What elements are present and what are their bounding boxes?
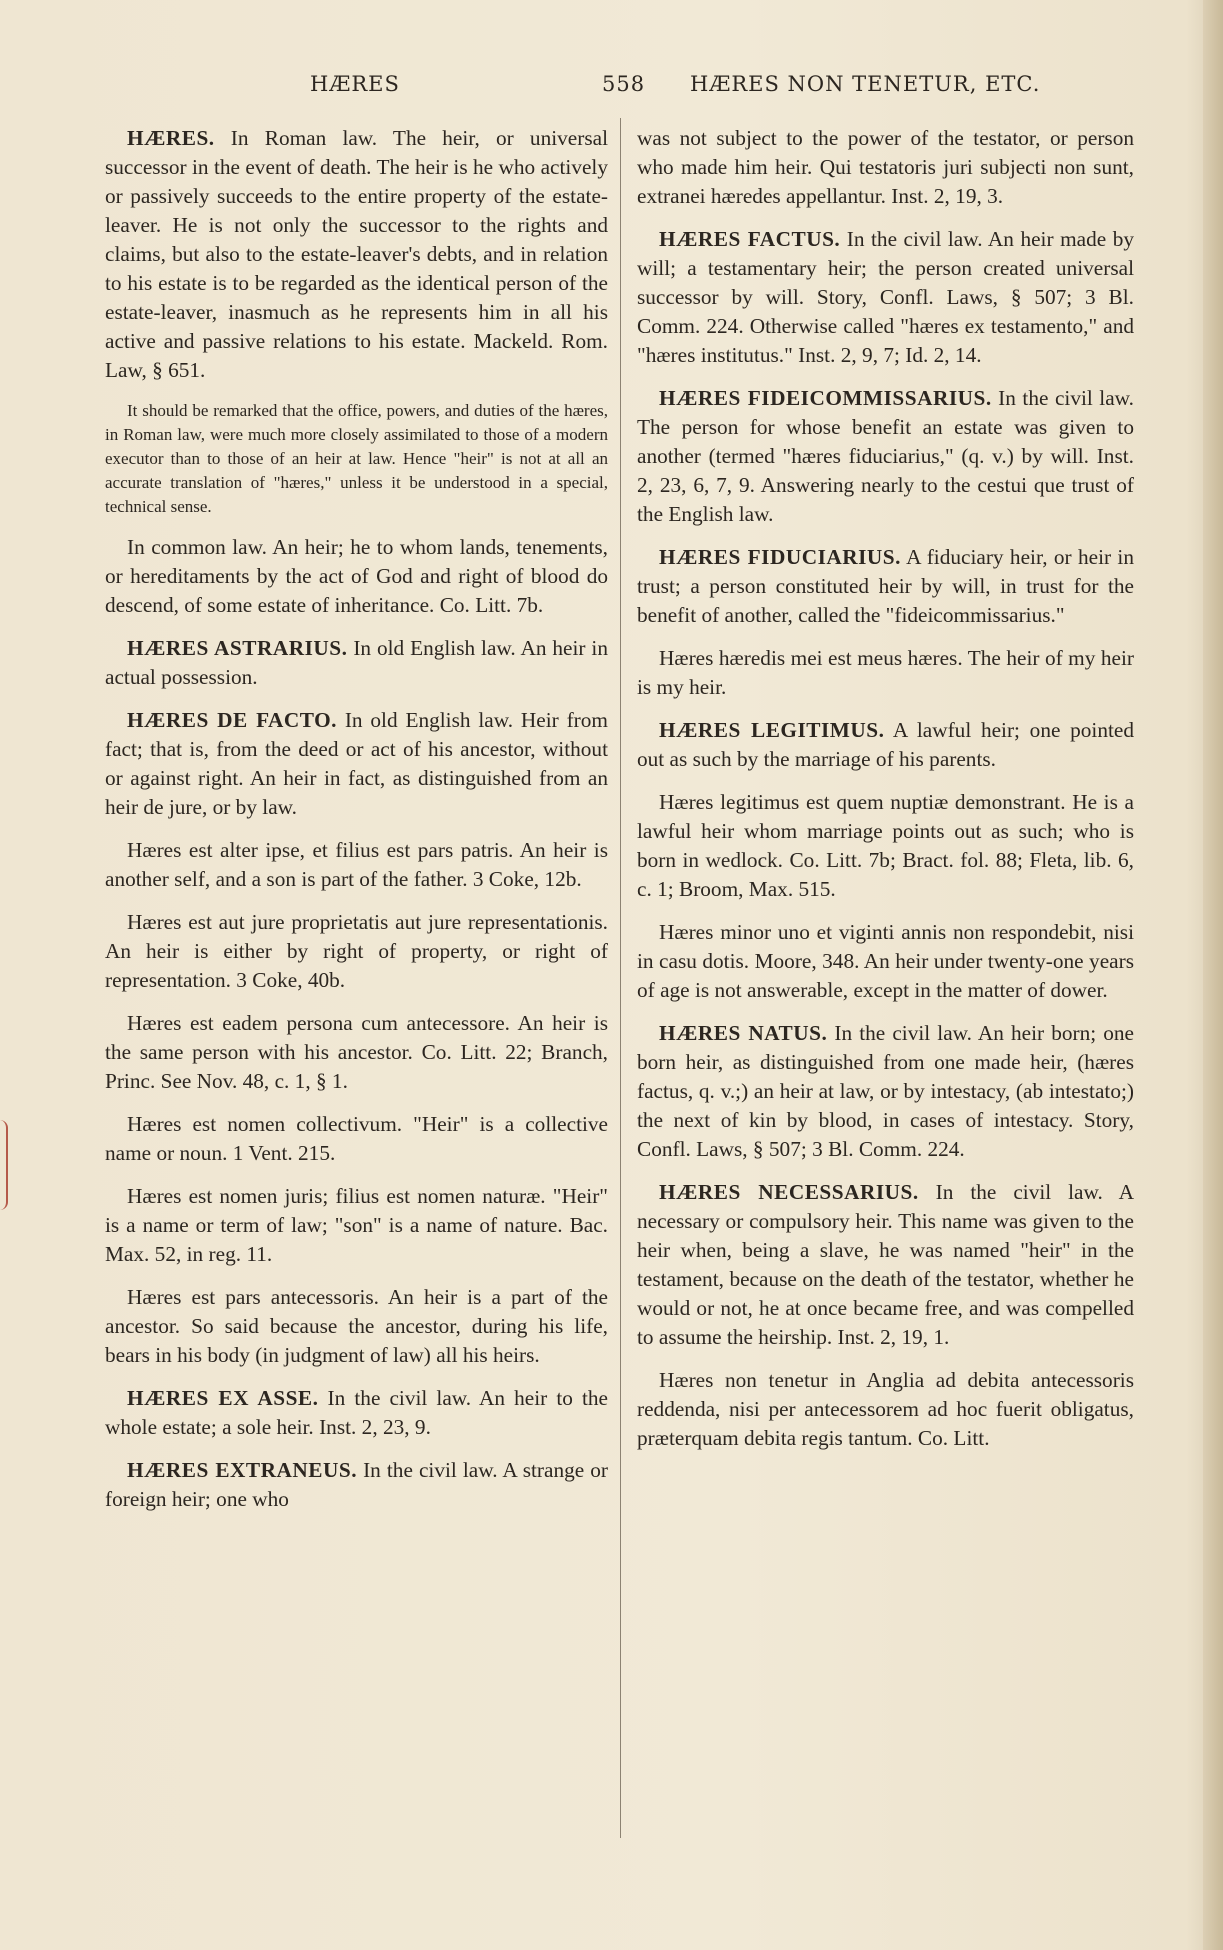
maxim-nomen-juris [105, 1182, 608, 1269]
definition: A fiduciary heir, or heir in trust; a person constituted heir by will, in trust for the benefit of another, called the "fideicommissarius." [637, 545, 1134, 627]
headword: HÆRES FIDUCIARIUS. [659, 545, 901, 569]
maxim-minor-uno [637, 918, 1134, 1005]
definition: In the civil law. A necessary or compulsory heir. This name was given to the heir when, being a slave, he was named "heir" in the testament, because on the death of the testator, whether he would or not, he at once became free, and was compelled to assume the heirship. Inst. 2, 19, 1. [637, 1180, 1134, 1349]
maxim-haeredis-mei [637, 644, 1134, 702]
page-edge-mark [0, 1120, 8, 1210]
entry-haeres-natus [637, 1019, 1134, 1164]
definition: In old English law. An heir in actual possession. [105, 636, 608, 689]
definition: In the civil law. An heir made by will; a testamentary heir; the person created universal successor by will. Story, Confl. Laws, § 507; 3 Bl. Comm. 224. Otherwise called "hæres ex testamento," and "hæres institutus." Inst. 2, 9, 7; Id. 2, 14. [637, 227, 1134, 367]
maxim-pars-antecessoris [105, 1283, 608, 1370]
definition: An heir is the same person with his ancestor. Co. Litt. 22; Branch, Princ. See Nov. 48, c. 1, § 1. [105, 1011, 608, 1093]
definition: An heir is a part of the ancestor. So said because the ancestor, during his life, bears in his body (in judgment of law) all his heirs. [105, 1285, 608, 1367]
column-divider [620, 118, 621, 1838]
maxim-alter-ipse [105, 836, 608, 894]
maxim-text: Hæres hæredis mei est meus hæres. [659, 646, 963, 670]
maxim-non-tenetur [637, 1366, 1134, 1453]
maxim-text: Hæres minor uno et viginti annis non respondebit, nisi in casu dotis. [637, 920, 1134, 973]
left-column [105, 124, 608, 1528]
entry-haeres-necessarius [637, 1178, 1134, 1352]
right-column [637, 124, 1134, 1467]
entry-note: It should be remarked that the office, powers, and duties of the hæres, in Roman law, were much more closely assimilated to those of a modern executor than to those of an heir at law. Hence "heir" is not at all an accurate translation of "hæres," unless it be understood in a special, technical sense. [105, 401, 608, 516]
headword: HÆRES FACTUS. [659, 227, 841, 251]
headword: HÆRES LEGITIMUS. [659, 718, 885, 742]
maxim-eadem-persona [105, 1009, 608, 1096]
definition: In the civil law. The person for whose benefit an estate was given to another (termed "hæres fiduciarius," (q. v.) by will. Inst. 2, 23, 6, 7, 9. Answering nearly to the cestui que trust of the English law. [637, 386, 1134, 526]
definition: He is a lawful heir whom marriage points out as such; who is born in wedlock. Co. Litt. 7b; Bract. fol. 88; Fleta, lib. 6, c. 1; Broom, Max. 515. [637, 790, 1134, 901]
maxim-nomen-collectivum [105, 1110, 608, 1168]
headword: HÆRES EXTRANEUS. [127, 1458, 358, 1482]
definition: In the civil law. An heir born; one born heir, as distinguished from one made heir, (hæres factus, q. v.;) an heir at law, or by intestacy, (ab intestato;) the next of kin by blood, in cases of intestacy. Story, Confl. Laws, § 507; 3 Bl. Comm. 224. [637, 1021, 1134, 1161]
maxim-jure-proprietatis [105, 908, 608, 995]
entry-haeres-astrarius [105, 634, 608, 692]
definition: In the civil law. A strange or foreign heir; one who [105, 1458, 608, 1511]
entry-haeres-fiduciarius [637, 543, 1134, 630]
entry-haeres [105, 124, 608, 385]
page-spine-shadow [1203, 0, 1223, 1950]
running-header [0, 72, 1223, 102]
maxim-text: Hæres non tenetur in Anglia ad debita antecessoris reddenda, nisi per antecessorem ad hoc fuerit obligatus, præterquam debita regis tantum. [637, 1368, 1134, 1450]
definition: Co. Litt. [912, 1426, 990, 1450]
entry-haeres-fideicommissarius [637, 384, 1134, 529]
headword: HÆRES NATUS. [659, 1021, 828, 1045]
page-number: 558 [602, 72, 646, 96]
headword: HÆRES EX ASSE. [127, 1386, 319, 1410]
maxim-text: Hæres est eadem persona cum antecessore. [127, 1011, 511, 1035]
definition: A lawful heir; one pointed out as such by the marriage of his parents. [637, 718, 1134, 771]
definition: An heir is either by right of property, or right of representation. 3 Coke, 40b. [105, 939, 608, 992]
entry-haeres-factus [637, 225, 1134, 370]
maxim-text: Hæres est aut jure proprietatis aut jure representationis. [127, 910, 608, 934]
entry-haeres-extraneus [105, 1456, 608, 1514]
headword: HÆRES ASTRARIUS. [127, 636, 348, 660]
entry-haeres-ex-asse [105, 1384, 608, 1442]
definition: The heir of my heir is my heir. [637, 646, 1134, 699]
header-left-guideword: HÆRES [310, 72, 400, 96]
maxim-quem-nuptiae [637, 788, 1134, 904]
maxim-text: Hæres est pars antecessoris. [127, 1285, 379, 1309]
entry-haeres-common-law: In common law. An heir; he to whom lands, tenements, or hereditaments by the act of God and right of blood do descend, of some estate of inheritance. Co. Litt. 7b. [105, 535, 608, 617]
entry-haeres-extraneus-continued: was not subject to the power of the testator, or person who made him heir. Qui testatoris juri subjecti non sunt, extranei hæredes appellantur. Inst. 2, 19, 3. [637, 126, 1134, 208]
headword: HÆRES FIDEICOMMISSARIUS. [659, 386, 992, 410]
entry-haeres-de-facto [105, 706, 608, 822]
entry-haeres-legitimus [637, 716, 1134, 774]
definition: "Heir" is a name or term of law; "son" is a name of nature. Bac. Max. 52, in reg. 11. [105, 1184, 608, 1266]
definition: "Heir" is a collective name or noun. 1 Vent. 215. [105, 1112, 608, 1165]
headword: HÆRES NECESSARIUS. [659, 1180, 919, 1204]
definition: In the civil law. An heir to the whole estate; a sole heir. Inst. 2, 23, 9. [105, 1386, 608, 1439]
definition: Moore, 348. An heir under twenty-one years of age is not answerable, except in the matter of dower. [637, 949, 1134, 1002]
maxim-text: Hæres est alter ipse, et filius est pars patris. [127, 838, 514, 862]
definition: In old English law. Heir from fact; that is, from the deed or act of his ancestor, without or against right. An heir in fact, as distinguished from an heir de jure, or by law. [105, 708, 608, 819]
headword: HÆRES DE FACTO. [127, 708, 337, 732]
maxim-text: Hæres est nomen collectivum. [127, 1112, 403, 1136]
headword: HÆRES. [127, 126, 215, 150]
header-right-guideword: HÆRES NON TENETUR, ETC. [690, 72, 1041, 96]
definition: In Roman law. The heir, or universal successor in the event of death. The heir is he who actively or passively succeeds to the entire property of the estate-leaver. He is not only the successor to the rights and claims, but also to the estate-leaver's debts, and in relation to his estate is to be regarded as the identical person of the estate-leaver, inasmuch as he represents him in all his active and passive relations to his estate. Mackeld. Rom. Law, § 651. [105, 126, 608, 382]
maxim-text: Hæres est nomen juris; filius est nomen naturæ. [127, 1184, 546, 1208]
maxim-text: Hæres legitimus est quem nuptiæ demonstrant. [659, 790, 1066, 814]
definition: An heir is another self, and a son is part of the father. 3 Coke, 12b. [105, 838, 608, 891]
